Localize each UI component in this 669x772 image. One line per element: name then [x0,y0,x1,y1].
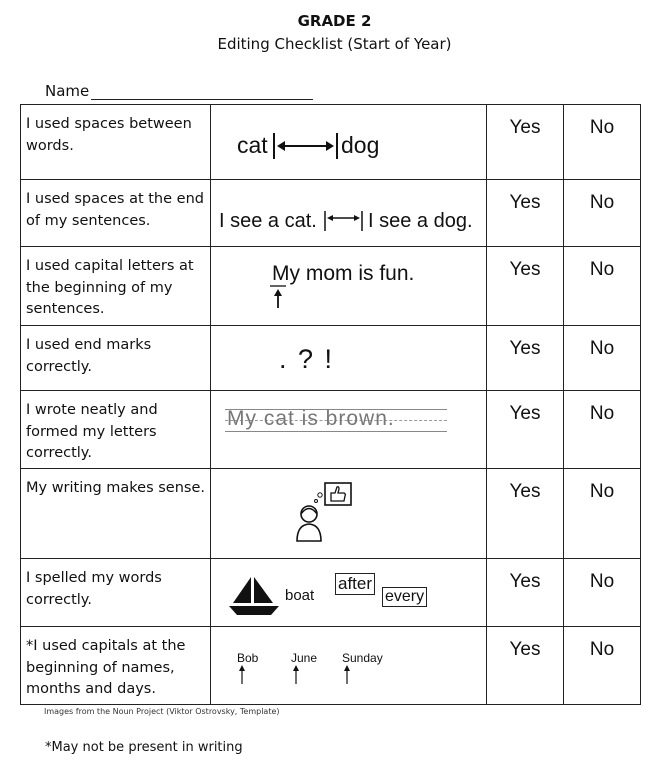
thinking-thumbs-up-icon [293,481,355,543]
example-word-every: every [382,587,427,607]
example-cell [211,627,487,705]
sentence-rest: y mom is fun. [289,262,415,285]
example-name-june: June [291,651,318,665]
yes-option[interactable]: Yes [487,391,564,469]
checklist-row [21,247,641,326]
yes-option[interactable]: Yes [487,247,564,326]
criterion-text: I wrote neatly and formed my letters correctly. [21,391,211,469]
checklist-row [21,391,641,469]
example-word-dog: dog [341,132,380,158]
example-name-sunday: Sunday [342,651,383,665]
criterion-text: My writing makes sense. [21,469,211,559]
handwriting-example: My cat is brown. [227,407,395,430]
name-field [45,82,313,100]
checklist-row [21,180,641,247]
example-cell [211,559,487,627]
criterion-text: I used spaces between words. [21,105,211,180]
yes-option[interactable]: Yes [487,627,564,705]
example-cell [211,326,487,391]
checklist-row [21,627,641,705]
yes-option[interactable]: Yes [487,326,564,391]
page-title: Editing Checklist (Start of Year) [217,35,452,53]
capital-pointer-arrow-icon [238,664,246,684]
no-option[interactable]: No [564,559,641,627]
example-cell [211,469,487,559]
capital-pointer-arrow-icon [343,664,351,684]
boat-icon [229,575,279,615]
yes-option[interactable]: Yes [487,559,564,627]
example-cell [211,105,487,180]
yes-option[interactable]: Yes [487,180,564,247]
no-option[interactable]: No [564,247,641,326]
spacing-arrow-icon [271,131,341,161]
example-word-cat: cat [237,132,268,158]
criterion-text: *I used capitals at the beginning of names, months and days. [21,627,211,705]
no-option[interactable]: No [564,627,641,705]
no-option[interactable]: No [564,469,641,559]
example-name-bob: Bob [237,651,259,665]
example-cell [211,391,487,469]
capital-pointer-arrow-icon [292,664,300,684]
no-option[interactable]: No [564,326,641,391]
spacing-arrow-icon [323,210,365,232]
criterion-text: I used end marks correctly. [21,326,211,391]
criterion-text: I spelled my words correctly. [21,559,211,627]
no-option[interactable]: No [564,180,641,247]
example-sentence-2: I see a dog. [368,210,473,232]
yes-option[interactable]: Yes [487,469,564,559]
example-word-after: after [335,573,375,595]
criterion-text: I used spaces at the end of my sentences. [21,180,211,247]
yes-option[interactable]: Yes [487,105,564,180]
example-cell [211,247,487,326]
checklist-table [20,104,641,705]
capital-letter: M [272,262,290,285]
handwriting-lines [225,409,447,433]
example-word-boat: boat [285,587,315,604]
checklist-row [21,105,641,180]
footnote: *May not be present in writing [45,740,243,755]
checklist-row [21,469,641,559]
name-label: Name [45,82,90,100]
checklist-row [21,326,641,391]
example-sentence [272,262,414,286]
grade-heading: GRADE 2 [297,12,372,30]
image-credit: Images from the Noun Project (Viktor Ostrovsky, Template) [44,707,280,716]
name-blank-line[interactable] [91,85,313,100]
no-option[interactable]: No [564,105,641,180]
end-marks-example: . ? ! [279,344,335,374]
capital-pointer-arrow-icon [269,284,287,310]
criterion-text: I used capital letters at the beginning of my sentences. [21,247,211,326]
example-cell [211,180,487,247]
checklist-row [21,559,641,627]
no-option[interactable]: No [564,391,641,469]
example-sentence-1: I see a cat. [219,210,317,232]
